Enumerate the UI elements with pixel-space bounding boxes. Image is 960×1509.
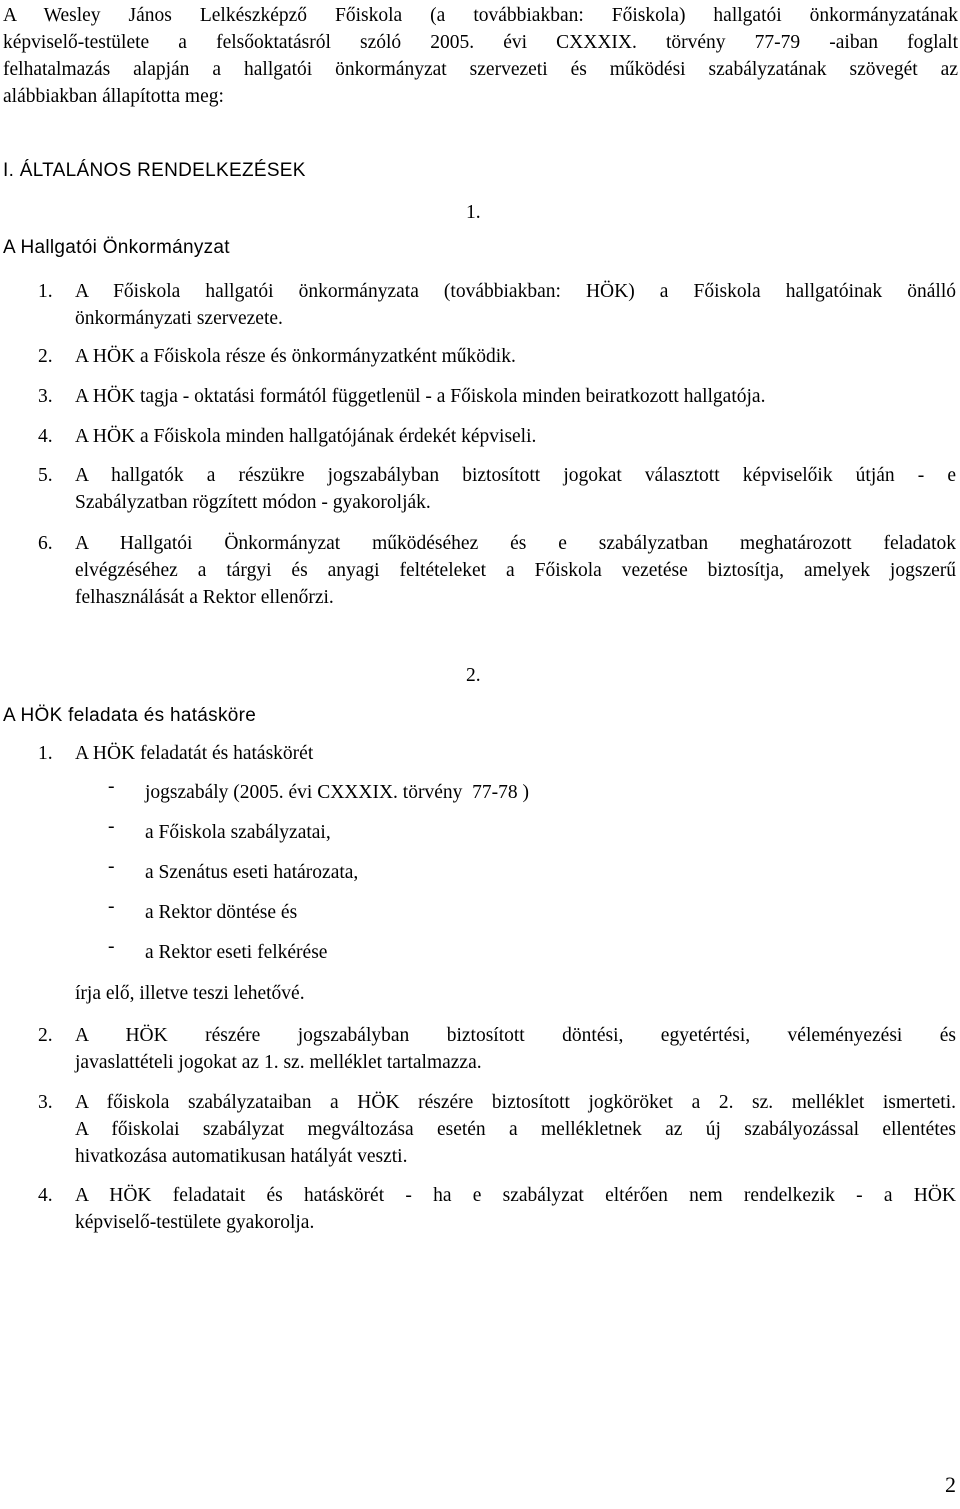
intro-line: alábbiakban állapította meg:	[3, 86, 224, 107]
bullet-dash: -	[108, 856, 115, 877]
closing-line: írja elő, illetve teszi lehetővé.	[75, 983, 305, 1004]
paragraph-mark: 1.	[466, 202, 481, 223]
item-line: hivatkozása automatikusan hatályát veszti.	[75, 1146, 408, 1167]
bullet-text: jogszabály (2005. évi CXXXIX. törvény 77-78 )	[145, 782, 529, 803]
bullet-dash: -	[108, 776, 115, 797]
item-line: A HÖK feladatait és hatáskörét - ha e szabályzat eltérően nem rendelkezik - a HÖK	[75, 1185, 956, 1206]
item-line: A HÖK a Főiskola minden hallgatójának érdekét képviseli.	[75, 426, 537, 447]
item-line: elvégzéséhez a tárgyi és anyagi feltételeket a Főiskola vezetése biztosítja, amelyek jogszerű	[75, 560, 956, 581]
bullet-text: a Főiskola szabályzatai,	[145, 822, 331, 843]
item-number: 3.	[38, 386, 53, 407]
item-line: A Főiskola hallgatói önkormányzata (továbbiakban: HÖK) a Főiskola hallgatóinak önálló	[75, 281, 956, 302]
item-number: 3.	[38, 1092, 53, 1113]
item-number: 4.	[38, 426, 53, 447]
item-number: 5.	[38, 465, 53, 486]
bullet-text: a Szenátus eseti határozata,	[145, 862, 359, 883]
intro-line: képviselő-testülete a felsőoktatásról szóló 2005. évi CXXXIX. törvény 77-79 -aiban foglalt	[3, 32, 958, 53]
section-title: I. ÁLTALÁNOS RENDELKEZÉSEK	[3, 160, 306, 181]
item-line: javaslattételi jogokat az 1. sz. melléklet tartalmazza.	[75, 1052, 482, 1073]
item-line: A hallgatók a részükre jogszabályban biztosított jogokat választott képviselőik útján - e	[75, 465, 956, 486]
paragraph-mark: 2.	[466, 665, 481, 686]
bullet-dash: -	[108, 816, 115, 837]
bullet-text: a Rektor döntése és	[145, 902, 298, 923]
item-line: A HÖK a Főiskola része és önkormányzatként működik.	[75, 346, 516, 367]
item-line: Szabályzatban rögzített módon - gyakorolják.	[75, 492, 431, 513]
item-line: A HÖK részére jogszabályban biztosított döntési, egyetértési, véleményezési és	[75, 1025, 956, 1046]
item-number: 4.	[38, 1185, 53, 1206]
item-line: felhasználását a Rektor ellenőrzi.	[75, 587, 334, 608]
item-number: 1.	[38, 281, 53, 302]
item-number: 1.	[38, 743, 53, 764]
item-line: A HÖK tagja - oktatási formától függetlenül - a Főiskola minden beiratkozott hallgatója.	[75, 386, 766, 407]
item-line: A főiskolai szabályzat megváltozása esetén a mellékletnek az új szabályozással ellentétes	[75, 1119, 956, 1140]
item-line: önkormányzati szervezete.	[75, 308, 283, 329]
bullet-dash: -	[108, 896, 115, 917]
bullet-dash: -	[108, 936, 115, 957]
item-line: A főiskola szabályzataiban a HÖK részére biztosított jogköröket a 2. sz. melléklet ismerteti.	[75, 1092, 956, 1113]
item-number: 2.	[38, 346, 53, 367]
item-line: képviselő-testülete gyakorolja.	[75, 1212, 315, 1233]
bullet-text: a Rektor eseti felkérése	[145, 942, 328, 963]
section-subtitle: A HÖK feladata és hatásköre	[3, 705, 257, 726]
page-number: 2	[945, 1472, 956, 1497]
item-line: A HÖK feladatát és hatáskörét	[75, 743, 314, 764]
intro-line: A Wesley János Lelkészképző Főiskola (a továbbiakban: Főiskola) hallgatói önkormányzatának	[3, 5, 958, 26]
intro-line: felhatalmazás alapján a hallgatói önkormányzat szervezeti és működési szabályzatának szövegét az	[3, 59, 958, 80]
section-subtitle: A Hallgatói Önkormányzat	[3, 237, 230, 258]
intro-paragraph	[3, 2, 958, 110]
item-number: 2.	[38, 1025, 53, 1046]
item-number: 6.	[38, 533, 53, 554]
item-line: A Hallgatói Önkormányzat működéséhez és e szabályzatban meghatározott feladatok	[75, 533, 956, 554]
